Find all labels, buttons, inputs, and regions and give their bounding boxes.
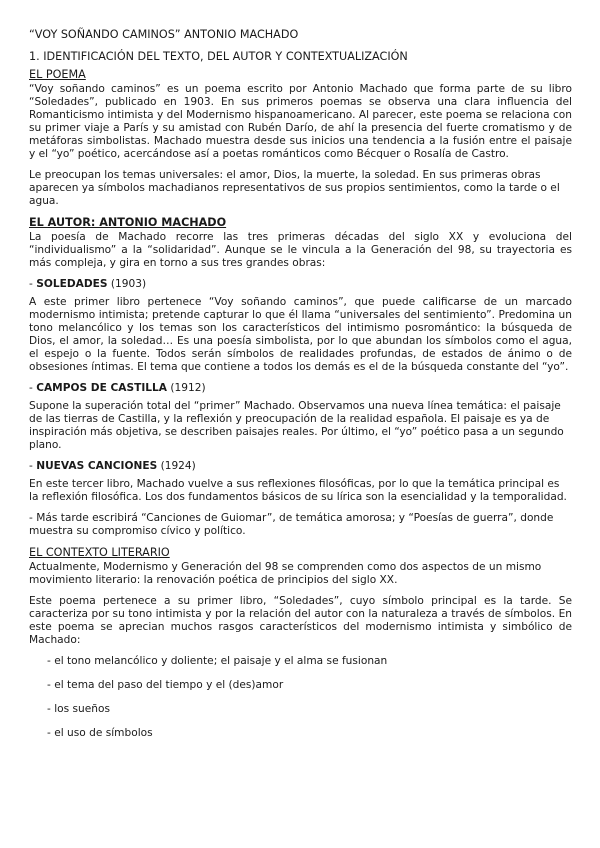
work-prefix: - <box>29 382 37 394</box>
work-name: SOLEDADES <box>36 278 108 290</box>
work-text-soledades: A este primer libro pertenece “Voy soñando caminos”, que puede calificarse de un marcado modernismo intimista; pretende capturar lo que él llama “universales del sentimiento”. Predomina un tono melancólico y los temas son los característicos del intimismo posromántico: la búsqueda de Dios, el amor, la soledad… Es una poesía simbolista, por lo que abundan los símbolos como el agua, el espejo o la fuente. Todos serán símbolos de realidades profundas, de estados de ánimo o de obsesiones íntimas. El tema que contiene a todos los demás es el de la búsqueda constante del “yo”. <box>29 296 572 373</box>
work-name: CAMPOS DE CASTILLA <box>36 382 167 394</box>
section-heading: 1. IDENTIFICACIÓN DEL TEXTO, DEL AUTOR Y CONTEXTUALIZACIÓN <box>29 50 408 63</box>
list-item: - el tema del paso del tiempo y el (des)amor <box>47 679 284 691</box>
work-text-campos: Supone la superación total del “primer” Machado. Observamos una nueva línea temática: el paisaje de las tierras de Castilla, y la reflexión y preocupación de la realidad española. El paisaje es ya de inspiración más objetiva, se describen paisajes reales. Por último, el “yo” poético pasa a un segundo plano. <box>29 400 564 451</box>
work-text-nuevas: En este tercer libro, Machado vuelve a sus reflexiones filosóficas, por lo que la temática principal es la reflexión filosófica. Los dos fundamentos básicos de su lírica son la esencialidad y la temporalidad. <box>29 478 567 503</box>
work-name: NUEVAS CANCIONES <box>36 460 158 472</box>
work-heading-nuevas <box>29 460 572 473</box>
list-item: - el uso de símbolos <box>47 727 153 739</box>
context-paragraph-1: Actualmente, Modernismo y Generación del 98 se comprenden como dos aspectos de un mismo movimiento literario: la renovación poética de principios del siglo XX. <box>29 561 542 586</box>
work-year: (1903) <box>107 278 147 290</box>
work-prefix: - <box>29 278 37 290</box>
context-section-label: EL CONTEXTO LITERARIO <box>29 546 170 559</box>
document-title: “VOY SOÑANDO CAMINOS” ANTONIO MACHADO <box>29 28 299 41</box>
author-later-works: - Más tarde escribirá “Canciones de Guiomar”, de temática amorosa; y “Poesías de guerra”, donde muestra su compromiso cívico y político. <box>29 512 554 537</box>
context-paragraph-2: Este poema pertenece a su primer libro, “Soledades”, cuyo símbolo principal es la tarde. Se caracteriza por su tono intimista y por la relación del autor con la naturaleza a través de símbolos. En este poema se aprecian muchos rasgos característicos del modernismo intimista y simbólico de Machado: <box>29 595 572 646</box>
work-prefix: - <box>29 460 37 472</box>
poem-paragraph-1: “Voy soñando caminos” es un poema escrito por Antonio Machado que forma parte de su libro “Soledades”, publicado en 1903. En sus primeros poemas se observa una clara influencia del Romanticismo intimista y del Modernismo hispanoamericano. Al parecer, este poema se relaciona con su primer viaje a París y su amistad con Rubén Darío, de ahí la presencia del fuerte cromatismo y de metáforas simbolistas. Machado muestra desde sus inicios una tendencia a la fusión entre el paisaje y el “yo” poético, acercándose así a poetas románticos como Bécquer o Rosalía de Castro. <box>29 83 572 160</box>
author-intro: La poesía de Machado recorre las tres primeras décadas del siglo XX y evoluciona del “individualismo” a la “solidaridad”. Aunque se le vincula a la Generación del 98, su trayectoria es más compleja, y gira en torno a sus tres grandes obras: <box>29 231 572 269</box>
list-item: - los sueños <box>47 703 110 715</box>
work-year: (1912) <box>167 382 206 394</box>
poem-paragraph-2: Le preocupan los temas universales: el amor, Dios, la muerte, la soledad. En sus primeras obras aparecen ya símbolos machadianos representativos de sus propios sentimientos, como la tarde o el agua. <box>29 169 560 207</box>
document-page <box>29 28 572 751</box>
work-heading-campos <box>29 382 572 395</box>
list-item: - el tono melancólico y doliente; el paisaje y el alma se fusionan <box>47 655 388 667</box>
poem-section-label: EL POEMA <box>29 68 86 81</box>
features-list <box>29 655 572 740</box>
work-heading-soledades <box>29 278 572 291</box>
work-year: (1924) <box>157 460 196 472</box>
author-section-label: EL AUTOR: ANTONIO MACHADO <box>29 216 227 229</box>
